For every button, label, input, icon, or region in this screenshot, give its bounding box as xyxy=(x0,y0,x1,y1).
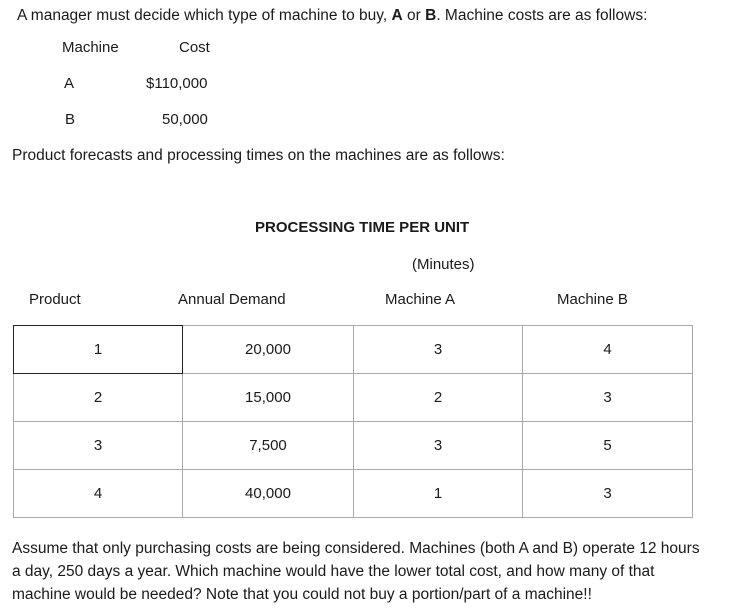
processing-title: PROCESSING TIME PER UNIT xyxy=(255,219,470,236)
machine-a-cell: 3 xyxy=(354,422,523,470)
cost-row-b-machine: B xyxy=(65,111,76,128)
intro-suffix: . Machine costs are as follows: xyxy=(436,7,648,24)
column-header-annual-demand: Annual Demand xyxy=(178,291,286,308)
table-row xyxy=(14,374,693,422)
intro-option-a: A xyxy=(391,7,403,24)
intro-question xyxy=(17,6,647,26)
closing-question: Assume that only purchasing costs are being considered. Machines (both A and B) operate 12 hours a day, 250 days a year. Which machine would have the lower total cost, and how many of that machine would be needed? Note that you could not buy a portion/part of a machine!! xyxy=(12,540,700,603)
forecast-text: Product forecasts and processing times on the machines are as follows: xyxy=(12,147,505,164)
column-header-machine-b: Machine B xyxy=(557,291,628,308)
machine-b-cell: 4 xyxy=(523,326,693,374)
processing-table xyxy=(13,325,693,518)
cost-row-a-cost: $110,000 xyxy=(146,75,208,92)
column-header-product: Product xyxy=(29,291,81,308)
product-cell: 4 xyxy=(14,470,183,518)
product-cell: 2 xyxy=(14,374,183,422)
machine-a-cell: 2 xyxy=(354,374,523,422)
machine-b-cell: 5 xyxy=(523,422,693,470)
product-cell: 3 xyxy=(14,422,183,470)
table-row xyxy=(14,422,693,470)
cost-row-b-cost: 50,000 xyxy=(162,111,208,128)
table-row xyxy=(14,470,693,518)
intro-prefix: A manager must decide which type of machine to buy, xyxy=(17,7,392,24)
demand-cell: 40,000 xyxy=(183,470,354,518)
column-header-machine-a: Machine A xyxy=(385,291,456,308)
cost-header-cost: Cost xyxy=(179,39,210,56)
machine-a-cell: 1 xyxy=(354,470,523,518)
demand-cell: 15,000 xyxy=(183,374,354,422)
cost-header-machine: Machine xyxy=(62,39,119,56)
machine-b-cell: 3 xyxy=(523,470,693,518)
intro-or: or xyxy=(402,7,426,24)
demand-cell: 7,500 xyxy=(183,422,354,470)
machine-a-cell: 3 xyxy=(354,326,523,374)
table-row xyxy=(14,326,693,374)
processing-units: (Minutes) xyxy=(412,256,475,273)
intro-option-b: B xyxy=(425,7,437,24)
machine-b-cell: 3 xyxy=(523,374,693,422)
product-cell: 1 xyxy=(14,326,183,374)
cost-row-a-machine: A xyxy=(64,75,75,92)
demand-cell: 20,000 xyxy=(183,326,354,374)
